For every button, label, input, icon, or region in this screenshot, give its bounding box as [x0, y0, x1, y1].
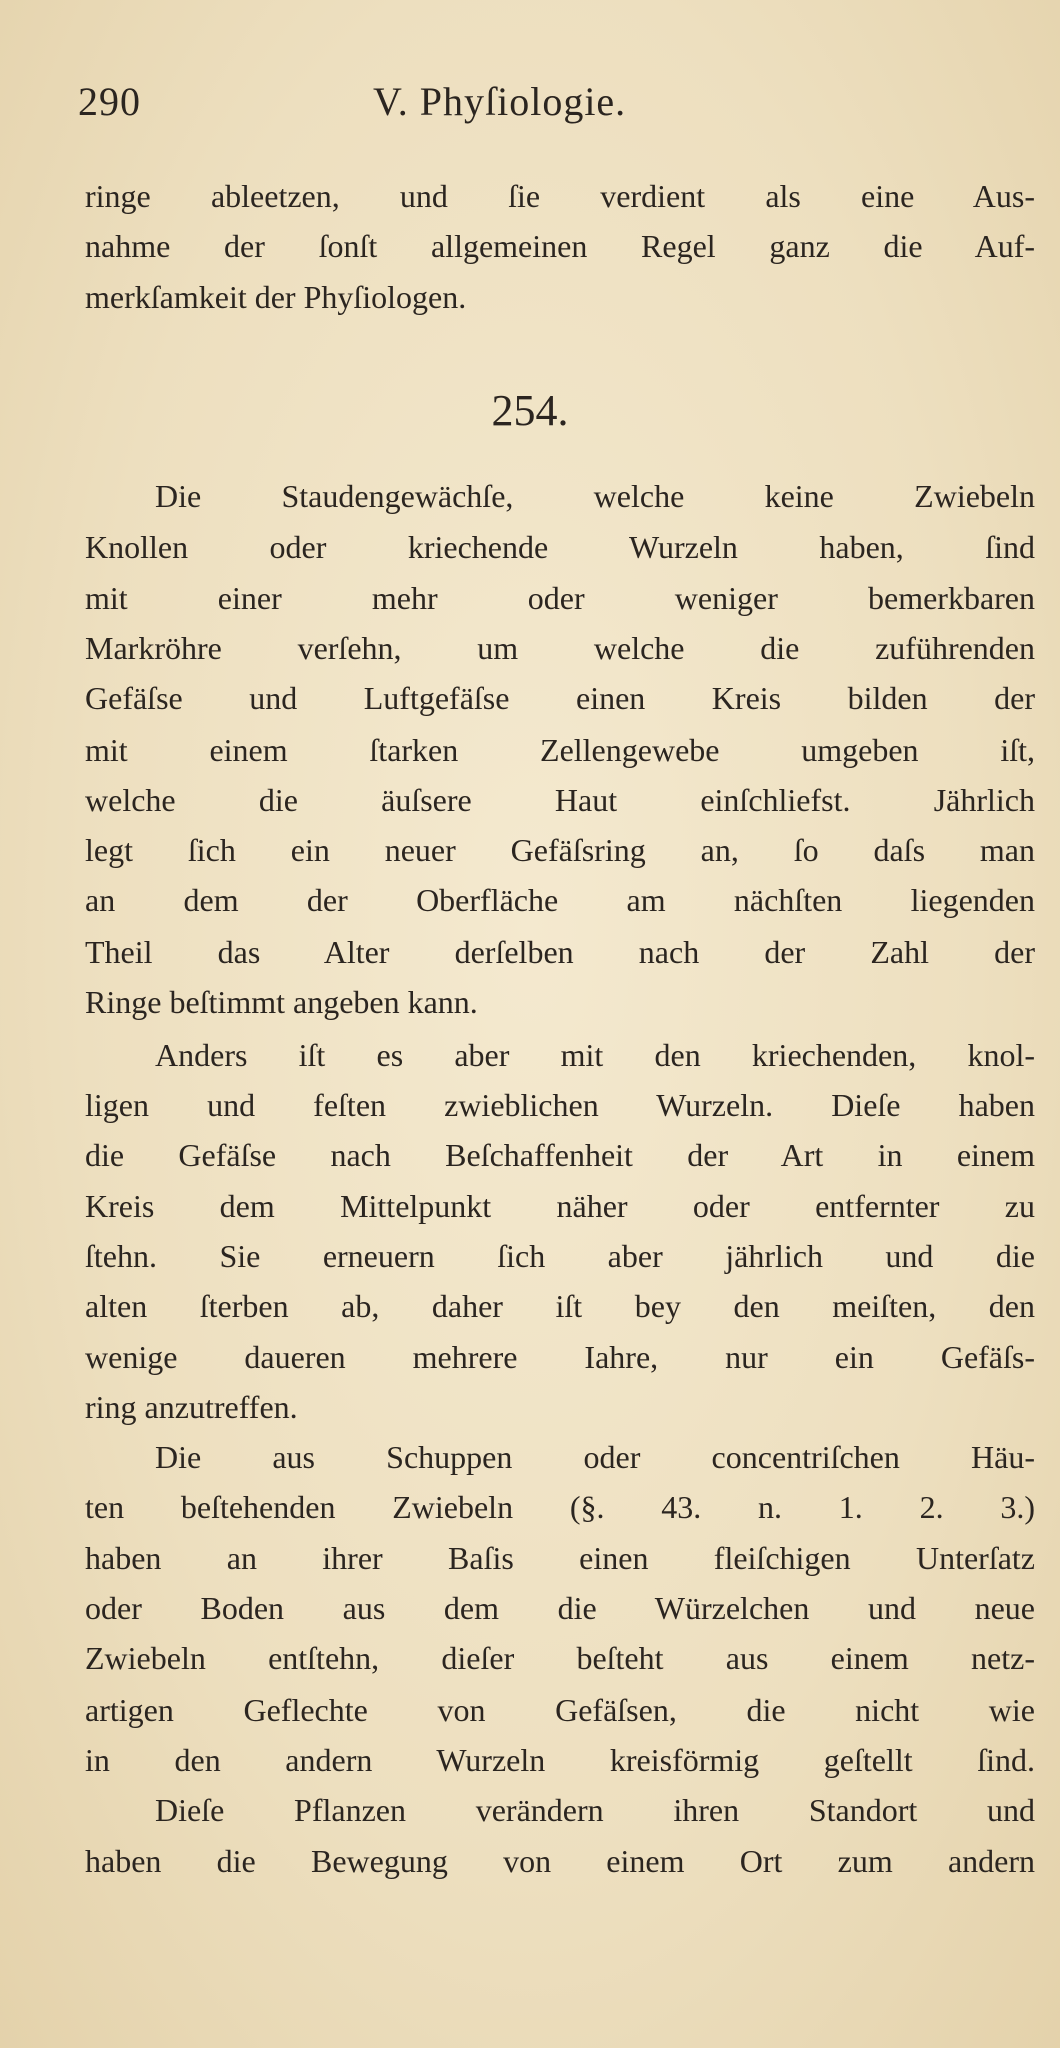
text-line: welche die äuſsere Haut einſchliefst. Jährlich [85, 782, 1035, 818]
text-line: Kreis dem Mittelpunkt näher oder entfernter zu [85, 1188, 1035, 1224]
text-line: in den andern Wurzeln kreisförmig geſtellt ſind. [85, 1742, 1035, 1778]
running-head: V. Phyſiologie. [373, 79, 627, 124]
text-line: Gefäſse und Luftgefäſse einen Kreis bilden der [85, 680, 1035, 716]
text-line: Markröhre verſehn, um welche die zuführenden [85, 630, 1035, 666]
text-line: Die Staudengewächſe, welche keine Zwiebeln [155, 478, 1035, 514]
text-line: legt ſich ein neuer Gefäſsring an, ſo daſs man [85, 832, 1035, 868]
text-line: nahme der ſonſt allgemeinen Regel ganz die Auf- [85, 228, 1035, 264]
text-line: Die aus Schuppen oder concentriſchen Häu- [155, 1439, 1035, 1475]
text-line: Zwiebeln entſtehn, dieſer beſteht aus einem netz- [85, 1640, 1035, 1676]
text-line: ringe ableetzen, und ſie verdient als eine Aus- [85, 178, 1035, 214]
text-line: Knollen oder kriechende Wurzeln haben, ſind [85, 529, 1035, 565]
page-number: 290 [78, 79, 141, 124]
text-line: haben die Bewegung von einem Ort zum andern [85, 1843, 1035, 1879]
text-line: ten beſtehenden Zwiebeln (§. 43. n. 1. 2. 3.) [85, 1489, 1035, 1525]
text-line: ring anzutreffen. [85, 1389, 298, 1425]
text-line: Dieſe Pflanzen verändern ihren Standort und [155, 1792, 1035, 1828]
text-line: die Gefäſse nach Beſchaffenheit der Art in einem [85, 1137, 1035, 1173]
text-line: alten ſterben ab, daher iſt bey den meiſten, den [85, 1288, 1035, 1324]
page-header [78, 78, 1000, 138]
text-line: merkſamkeit der Phyſiologen. [85, 279, 467, 315]
text-line: ligen und feſten zwieblichen Wurzeln. Dieſe haben [85, 1087, 1035, 1123]
text-line: mit einem ſtarken Zellengewebe umgeben iſt, [85, 732, 1035, 768]
text-line: oder Boden aus dem die Würzelchen und neue [85, 1590, 1035, 1626]
text-line: artigen Geflechte von Gefäſsen, die nicht wie [85, 1692, 1035, 1728]
section-number: 254. [491, 386, 569, 435]
text-line: an dem der Oberfläche am nächſten liegenden [85, 882, 1035, 918]
text-line: haben an ihrer Baſis einen fleiſchigen Unterſatz [85, 1540, 1035, 1576]
text-line: Anders iſt es aber mit den kriechenden, knol- [155, 1037, 1035, 1073]
text-line: wenige daueren mehrere Iahre, nur ein Gefäſs- [85, 1339, 1035, 1375]
text-line: Theil das Alter derſelben nach der Zahl der [85, 934, 1035, 970]
text-line: Ringe beſtimmt angeben kann. [85, 984, 478, 1020]
text-line: mit einer mehr oder weniger bemerkbaren [85, 580, 1035, 616]
text-line: ſtehn. Sie erneuern ſich aber jährlich und die [85, 1238, 1035, 1274]
